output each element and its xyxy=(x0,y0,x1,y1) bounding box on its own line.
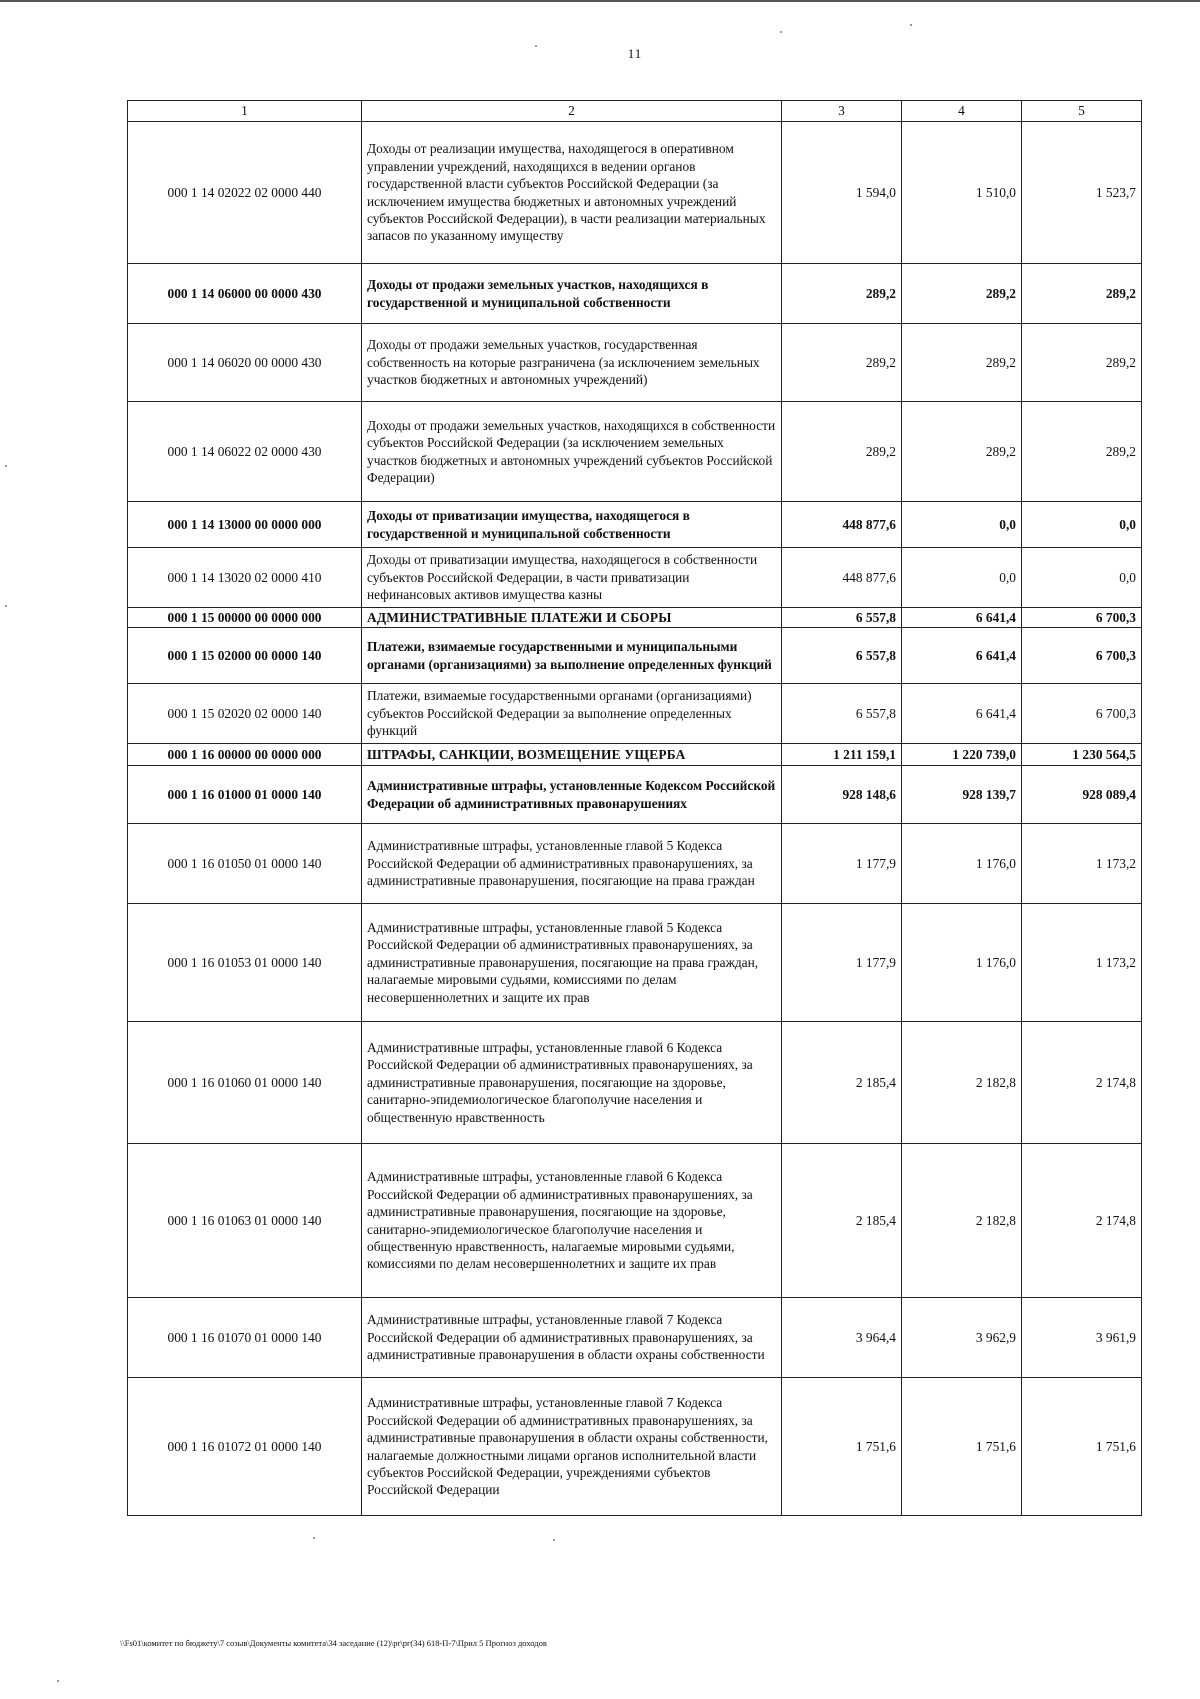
table-row xyxy=(128,904,1142,1022)
code-cell: 000 1 14 13000 00 0000 000 xyxy=(128,502,362,548)
column-header-code: 1 xyxy=(128,101,362,122)
table-row xyxy=(128,402,1142,502)
value-year-1-cell: 289,2 xyxy=(782,402,902,502)
value-year-2-cell: 6 641,4 xyxy=(902,628,1022,684)
value-year-1-cell: 6 557,8 xyxy=(782,608,902,628)
description-cell: Административные штрафы, установленные главой 5 Кодекса Российской Федерации об административных правонарушениях, за административные правонарушения, посягающие на права граждан, налагаемые мировыми судьями, комиссиями по делам несовершеннолетних и защите их прав xyxy=(362,904,782,1022)
value-year-2-cell: 2 182,8 xyxy=(902,1144,1022,1298)
table-row xyxy=(128,628,1142,684)
description-cell: Доходы от реализации имущества, находящегося в оперативном управлении учреждений, находящихся в ведении органов государственной власти субъектов Российской Федерации (за исключением имущества бюджетных и автономных учреждений субъектов Российской Федерации), в части реализации материальных запасов по указанному имуществу xyxy=(362,122,782,264)
value-year-1-cell: 289,2 xyxy=(782,264,902,324)
description-cell: Административные штрафы, установленные Кодексом Российской Федерации об административных правонарушениях xyxy=(362,766,782,824)
code-cell: 000 1 14 02022 02 0000 440 xyxy=(128,122,362,264)
code-cell: 000 1 16 01053 01 0000 140 xyxy=(128,904,362,1022)
value-year-3-cell: 289,2 xyxy=(1022,402,1142,502)
value-year-2-cell: 2 182,8 xyxy=(902,1022,1022,1144)
value-year-1-cell: 6 557,8 xyxy=(782,684,902,744)
description-cell: ШТРАФЫ, САНКЦИИ, ВОЗМЕЩЕНИЕ УЩЕРБА xyxy=(362,744,782,766)
code-cell: 000 1 16 01050 01 0000 140 xyxy=(128,824,362,904)
value-year-2-cell: 6 641,4 xyxy=(902,684,1022,744)
value-year-2-cell: 0,0 xyxy=(902,548,1022,608)
value-year-3-cell: 3 961,9 xyxy=(1022,1298,1142,1378)
scan-speck xyxy=(5,605,7,607)
description-cell: Доходы от приватизации имущества, находящегося в государственной и муниципальной собственности xyxy=(362,502,782,548)
value-year-3-cell: 2 174,8 xyxy=(1022,1022,1142,1144)
table-row xyxy=(128,502,1142,548)
description-cell: Административные штрафы, установленные главой 7 Кодекса Российской Федерации об административных правонарушениях, за административные правонарушения в области охраны собственности, налагаемые должностными лицами органов исполнительной власти субъектов Российской Федерации, учреждениями субъектов Российской Федерации xyxy=(362,1378,782,1516)
scan-speck xyxy=(910,24,912,26)
scan-speck xyxy=(780,31,782,33)
table-header xyxy=(128,101,1142,122)
value-year-1-cell: 448 877,6 xyxy=(782,548,902,608)
value-year-3-cell: 0,0 xyxy=(1022,548,1142,608)
value-year-3-cell: 0,0 xyxy=(1022,502,1142,548)
table-row xyxy=(128,1144,1142,1298)
value-year-3-cell: 928 089,4 xyxy=(1022,766,1142,824)
section-row xyxy=(128,744,1142,766)
table-row xyxy=(128,1378,1142,1516)
table-row xyxy=(128,122,1142,264)
table-row xyxy=(128,324,1142,402)
column-header-name: 2 xyxy=(362,101,782,122)
value-year-3-cell: 6 700,3 xyxy=(1022,628,1142,684)
value-year-2-cell: 289,2 xyxy=(902,402,1022,502)
value-year-1-cell: 928 148,6 xyxy=(782,766,902,824)
table-row xyxy=(128,1298,1142,1378)
column-header-year-3: 5 xyxy=(1022,101,1142,122)
column-number-row xyxy=(128,101,1142,122)
value-year-1-cell: 1 211 159,1 xyxy=(782,744,902,766)
scan-speck xyxy=(5,465,7,467)
column-header-year-2: 4 xyxy=(902,101,1022,122)
description-cell: Административные штрафы, установленные главой 6 Кодекса Российской Федерации об административных правонарушениях, за административные правонарушения, посягающие на здоровье, санитарно-эпидемиологическое благополучие населения и общественную нравственность xyxy=(362,1022,782,1144)
file-path-footer: \\Fs01\комитет по бюджету\7 созыв\Документы комитета\34 заседание (12)\pr\рг(34) 618-П-7\Прил 5 Прогноз доходов xyxy=(120,1638,547,1648)
code-cell: 000 1 14 13020 02 0000 410 xyxy=(128,548,362,608)
value-year-3-cell: 1 173,2 xyxy=(1022,824,1142,904)
code-cell: 000 1 16 01063 01 0000 140 xyxy=(128,1144,362,1298)
value-year-2-cell: 289,2 xyxy=(902,264,1022,324)
value-year-1-cell: 289,2 xyxy=(782,324,902,402)
value-year-3-cell: 1 523,7 xyxy=(1022,122,1142,264)
value-year-2-cell: 0,0 xyxy=(902,502,1022,548)
value-year-1-cell: 2 185,4 xyxy=(782,1144,902,1298)
code-cell: 000 1 16 01000 01 0000 140 xyxy=(128,766,362,824)
table-row xyxy=(128,1022,1142,1144)
value-year-2-cell: 1 176,0 xyxy=(902,824,1022,904)
section-row xyxy=(128,608,1142,628)
code-cell: 000 1 15 00000 00 0000 000 xyxy=(128,608,362,628)
value-year-1-cell: 6 557,8 xyxy=(782,628,902,684)
value-year-2-cell: 3 962,9 xyxy=(902,1298,1022,1378)
description-cell: Административные штрафы, установленные главой 5 Кодекса Российской Федерации об административных правонарушениях, за административные правонарушения, посягающие на права граждан xyxy=(362,824,782,904)
value-year-2-cell: 1 510,0 xyxy=(902,122,1022,264)
scan-speck xyxy=(553,1539,555,1541)
code-cell: 000 1 16 01070 01 0000 140 xyxy=(128,1298,362,1378)
value-year-2-cell: 928 139,7 xyxy=(902,766,1022,824)
value-year-3-cell: 289,2 xyxy=(1022,324,1142,402)
revenue-forecast-table xyxy=(127,100,1142,1516)
description-cell: Платежи, взимаемые государственными органами (организациями) субъектов Российской Федерации за выполнение определенных функций xyxy=(362,684,782,744)
code-cell: 000 1 14 06000 00 0000 430 xyxy=(128,264,362,324)
table-row xyxy=(128,264,1142,324)
value-year-2-cell: 289,2 xyxy=(902,324,1022,402)
description-cell: Доходы от продажи земельных участков, государственная собственность на которые разграничена (за исключением земельных участков бюджетных и автономных учреждений) xyxy=(362,324,782,402)
code-cell: 000 1 15 02000 00 0000 140 xyxy=(128,628,362,684)
description-cell: Доходы от приватизации имущества, находящегося в собственности субъектов Российской Федерации, в части приватизации нефинансовых активов имущества казны xyxy=(362,548,782,608)
value-year-1-cell: 1 751,6 xyxy=(782,1378,902,1516)
code-cell: 000 1 15 02020 02 0000 140 xyxy=(128,684,362,744)
description-cell: Административные штрафы, установленные главой 7 Кодекса Российской Федерации об административных правонарушениях, за административные правонарушения в области охраны собственности xyxy=(362,1298,782,1378)
description-cell: Доходы от продажи земельных участков, находящихся в государственной и муниципальной собственности xyxy=(362,264,782,324)
scan-speck xyxy=(313,1537,315,1539)
table-row xyxy=(128,824,1142,904)
value-year-3-cell: 6 700,3 xyxy=(1022,608,1142,628)
value-year-2-cell: 1 220 739,0 xyxy=(902,744,1022,766)
value-year-1-cell: 2 185,4 xyxy=(782,1022,902,1144)
description-cell: Административные штрафы, установленные главой 6 Кодекса Российской Федерации об административных правонарушениях, за административные правонарушения, посягающие на здоровье, санитарно-эпидемиологическое благополучие населения и общественную нравственность, налагаемые мировыми судьями, комиссиями по делам несовершеннолетних и защите их прав xyxy=(362,1144,782,1298)
value-year-2-cell: 6 641,4 xyxy=(902,608,1022,628)
code-cell: 000 1 14 06020 00 0000 430 xyxy=(128,324,362,402)
scan-speck xyxy=(535,45,537,47)
value-year-1-cell: 1 177,9 xyxy=(782,824,902,904)
value-year-3-cell: 6 700,3 xyxy=(1022,684,1142,744)
scan-speck xyxy=(57,1680,59,1682)
description-cell: АДМИНИСТРАТИВНЫЕ ПЛАТЕЖИ И СБОРЫ xyxy=(362,608,782,628)
value-year-2-cell: 1 176,0 xyxy=(902,904,1022,1022)
column-header-year-1: 3 xyxy=(782,101,902,122)
value-year-3-cell: 1 230 564,5 xyxy=(1022,744,1142,766)
page-number: 11 xyxy=(627,46,643,61)
table-row xyxy=(128,766,1142,824)
value-year-1-cell: 3 964,4 xyxy=(782,1298,902,1378)
code-cell: 000 1 14 06022 02 0000 430 xyxy=(128,402,362,502)
value-year-3-cell: 1 173,2 xyxy=(1022,904,1142,1022)
top-border-line xyxy=(0,0,1200,2)
code-cell: 000 1 16 01060 01 0000 140 xyxy=(128,1022,362,1144)
value-year-3-cell: 289,2 xyxy=(1022,264,1142,324)
value-year-3-cell: 1 751,6 xyxy=(1022,1378,1142,1516)
value-year-1-cell: 1 177,9 xyxy=(782,904,902,1022)
value-year-1-cell: 1 594,0 xyxy=(782,122,902,264)
code-cell: 000 1 16 00000 00 0000 000 xyxy=(128,744,362,766)
code-cell: 000 1 16 01072 01 0000 140 xyxy=(128,1378,362,1516)
table-row xyxy=(128,684,1142,744)
table-row xyxy=(128,548,1142,608)
table-body xyxy=(128,122,1142,1516)
value-year-3-cell: 2 174,8 xyxy=(1022,1144,1142,1298)
value-year-1-cell: 448 877,6 xyxy=(782,502,902,548)
value-year-2-cell: 1 751,6 xyxy=(902,1378,1022,1516)
description-cell: Доходы от продажи земельных участков, находящихся в собственности субъектов Российской Федерации (за исключением земельных участков бюджетных и автономных учреждений субъектов Российской Федерации) xyxy=(362,402,782,502)
description-cell: Платежи, взимаемые государственными и муниципальными органами (организациями) за выполнение определенных функций xyxy=(362,628,782,684)
